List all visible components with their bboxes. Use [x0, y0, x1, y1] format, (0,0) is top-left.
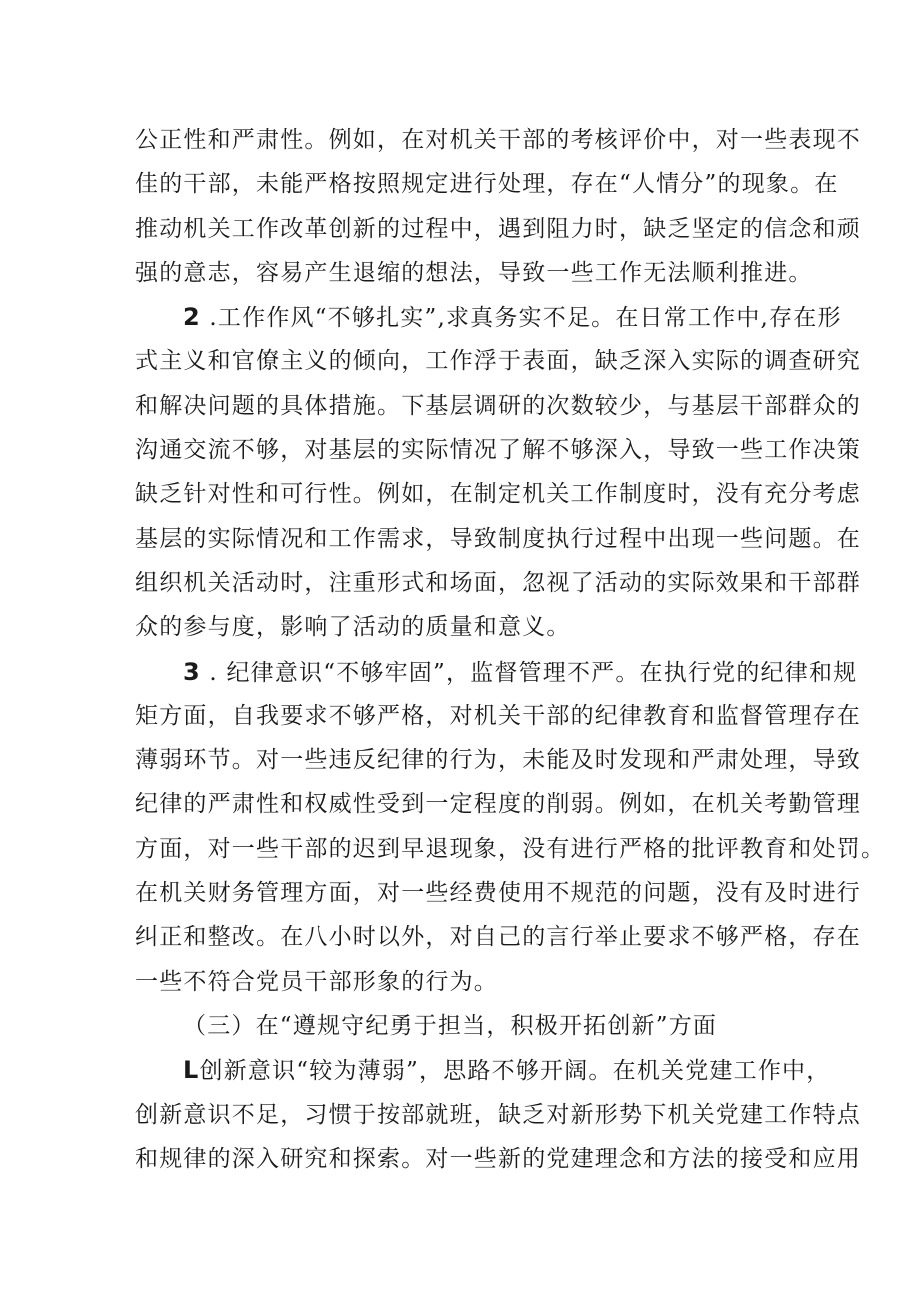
line-text: 组织机关活动时，注重形式和场面，忽视了活动的实际效果和干部群	[135, 569, 861, 596]
line-text: 强的意志，容易产生退缩的想法，导致一些工作无法顺利推进。	[135, 259, 813, 286]
text-line	[135, 650, 858, 694]
line-text: 薄弱环节。对一些违反纪律的行为，未能及时发现和严肃处理，导致	[135, 747, 861, 774]
text-line	[135, 1048, 831, 1092]
item-number: 3	[183, 657, 201, 686]
line-text: 沟通交流不够，对基层的实际情况了解不够深入，导致一些工作决策	[135, 437, 861, 464]
line-text: 式主义和官僚主义的倾向，工作浮于表面，缺乏深入实际的调查研究	[135, 348, 861, 375]
text-line	[135, 162, 839, 206]
line-text: 在机关财务管理方面，对一些经费使用不规范的问题，没有及时进行	[135, 880, 861, 907]
text-line	[135, 251, 813, 295]
line-text: .工作作风“不够扎实”,求真务实不足。在日常工作中,存在形	[200, 305, 842, 332]
text-line	[135, 738, 861, 782]
text-line	[135, 605, 790, 649]
line-text: 方面，对一些干部的迟到早退现象，没有进行严格的批评教育和处罚。	[135, 835, 886, 862]
text-line	[135, 827, 886, 871]
text-line	[135, 1004, 790, 1048]
text-line	[135, 295, 842, 339]
line-text: 公正性和严肃性。例如，在对机关干部的考核评价中，对一些表现不	[135, 127, 861, 153]
line-text: . 纪律意识“不够牢固”，监督管理不严。在执行党的纪律和规	[200, 659, 858, 686]
text-line	[135, 960, 790, 1004]
text-line	[135, 782, 861, 826]
text-line	[135, 472, 861, 516]
line-text: 创新意识“较为薄弱”，思路不够开阔。在机关党建工作中，	[199, 1058, 831, 1085]
item-number: L	[183, 1056, 200, 1085]
item-number: 2	[183, 303, 201, 332]
text-line	[135, 384, 861, 428]
line-text: 基层的实际情况和工作需求，导致制度执行过程中出现一些问题。在	[135, 525, 861, 552]
text-line	[135, 871, 861, 915]
text-line	[135, 428, 861, 472]
line-text: 纠正和整改。在八小时以外，对自己的言行举止要求不够严格，存在	[135, 924, 861, 951]
line-text: 佳的干部，未能严格按照规定进行处理，存在“人情分”的现象。在	[135, 171, 839, 198]
text-line	[135, 694, 861, 738]
line-text: 推动机关工作改革创新的过程中，遇到阻力时，缺乏坚定的信念和顽	[135, 215, 861, 242]
text-line	[135, 339, 861, 383]
line-text: 众的参与度，影响了活动的质量和意义。	[135, 614, 571, 641]
text-line	[135, 517, 861, 561]
line-text: （三）在“遵规守纪勇于担当，积极开拓创新”方面	[183, 1012, 718, 1039]
text-line	[135, 915, 861, 959]
line-text: 矩方面，自我要求不够严格，对机关干部的纪律教育和监督管理存在	[135, 702, 861, 729]
line-text: 一些不符合党员干部形象的行为。	[135, 968, 498, 995]
text-line	[135, 1093, 861, 1137]
document-body	[135, 118, 886, 1181]
text-line	[135, 118, 861, 162]
text-line	[135, 207, 861, 251]
text-line	[135, 1137, 861, 1181]
line-text: 和规律的深入研究和探索。对一些新的党建理念和方法的接受和应用	[135, 1145, 861, 1172]
text-line	[135, 561, 861, 605]
line-text: 和解决问题的具体措施。下基层调研的次数较少，与基层干部群众的	[135, 392, 861, 419]
line-text: 纪律的严肃性和权威性受到一定程度的削弱。例如，在机关考勤管理	[135, 791, 861, 818]
line-text: 缺乏针对性和可行性。例如，在制定机关工作制度时，没有充分考虑	[135, 481, 861, 508]
line-text: 创新意识不足，习惯于按部就班，缺乏对新形势下机关党建工作特点	[135, 1101, 861, 1128]
